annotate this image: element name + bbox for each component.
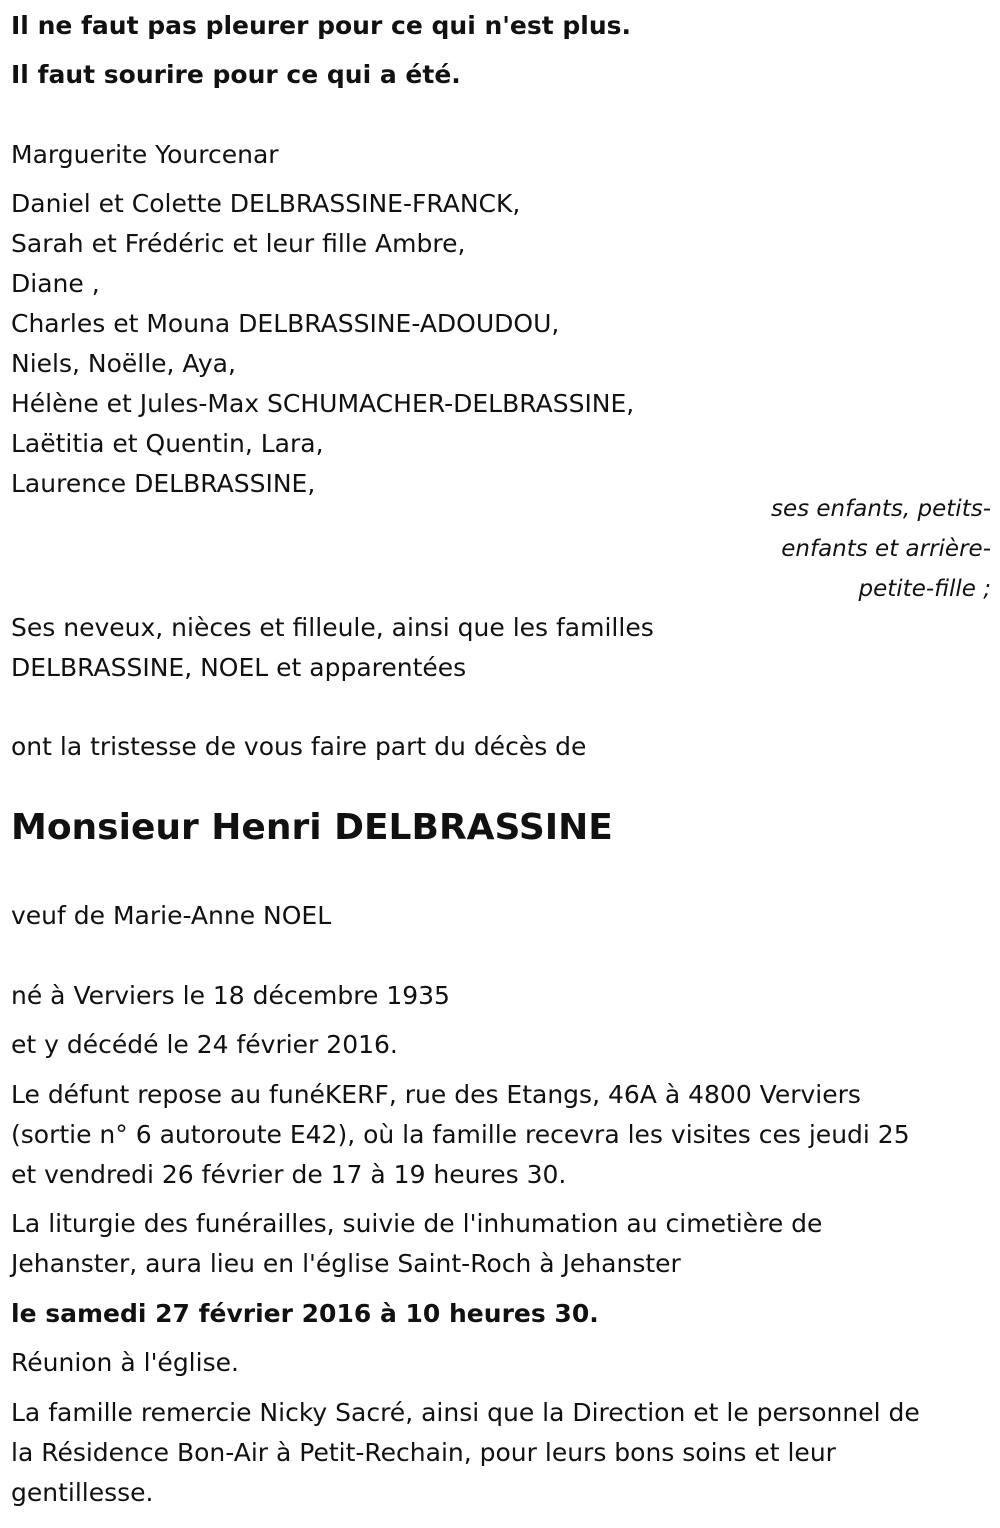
deceased-name: Monsieur Henri DELBRASSINE (11, 807, 613, 848)
relation-line: petite-fille ; (858, 576, 991, 602)
family-member: Charles et Mouna DELBRASSINE-ADOUDOU, (11, 309, 560, 338)
visitation-line: (sortie n° 6 autoroute E42), où la famille recevra les visites ces jeudi 25 (11, 1120, 910, 1149)
other-relatives-line: DELBRASSINE, NOEL et apparentées (11, 653, 467, 682)
family-member: Hélène et Jules-Max SCHUMACHER-DELBRASSINE, (11, 389, 635, 418)
announcement: ont la tristesse de vous faire part du décès de (11, 732, 587, 761)
family-member: Niels, Noëlle, Aya, (11, 349, 236, 378)
quote-line-1: Il ne faut pas pleurer pour ce qui n'est plus. (11, 11, 632, 40)
liturgy-line: La liturgie des funérailles, suivie de l'inhumation au cimetière de (11, 1209, 823, 1238)
death-info: et y décédé le 24 février 2016. (11, 1030, 398, 1059)
meeting-info: Réunion à l'église. (11, 1348, 239, 1377)
family-member: Sarah et Frédéric et leur fille Ambre, (11, 229, 466, 258)
birth-info: né à Verviers le 18 décembre 1935 (11, 981, 450, 1010)
relation-line: ses enfants, petits- (770, 496, 991, 522)
family-member: Diane , (11, 269, 100, 298)
thanks-line: gentillesse. (11, 1478, 154, 1507)
other-relatives-line: Ses neveux, nièces et filleule, ainsi que les familles (11, 613, 654, 642)
family-member: Daniel et Colette DELBRASSINE-FRANCK, (11, 189, 521, 218)
liturgy-line: Jehanster, aura lieu en l'église Saint-Roch à Jehanster (11, 1249, 681, 1278)
widow-of: veuf de Marie-Anne NOEL (11, 901, 332, 930)
visitation-line: et vendredi 26 février de 17 à 19 heures 30. (11, 1160, 567, 1189)
ceremony-date: le samedi 27 février 2016 à 10 heures 30. (11, 1299, 599, 1328)
thanks-line: La famille remercie Nicky Sacré, ainsi que la Direction et le personnel de (11, 1398, 920, 1427)
visitation-line: Le défunt repose au funéKERF, rue des Etangs, 46A à 4800 Verviers (11, 1080, 861, 1109)
family-member: Laëtitia et Quentin, Lara, (11, 429, 324, 458)
relation-line: enfants et arrière- (781, 536, 991, 562)
thanks-line: la Résidence Bon-Air à Petit-Rechain, pour leurs bons soins et leur (11, 1438, 836, 1467)
quote-line-2: Il faut sourire pour ce qui a été. (11, 60, 461, 89)
family-member: Laurence DELBRASSINE, (11, 469, 316, 498)
quote-author: Marguerite Yourcenar (11, 140, 279, 169)
